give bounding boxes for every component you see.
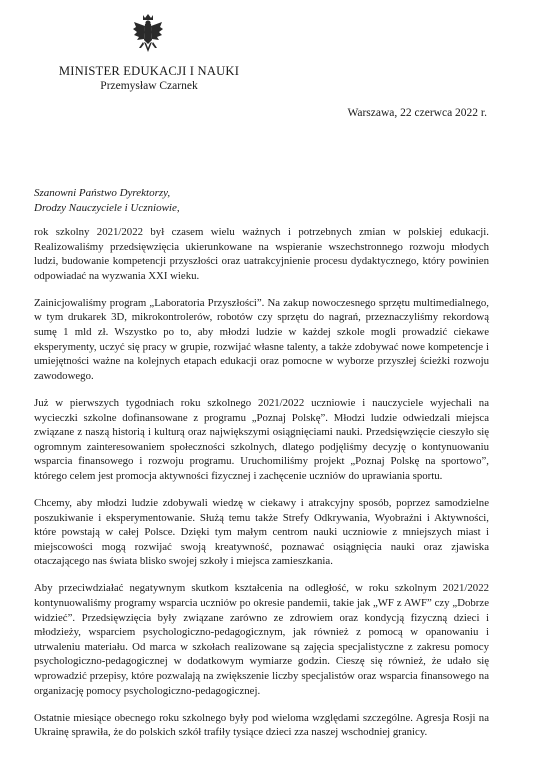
body-paragraph: Ostatnie miesiące obecnego roku szkolnego były pod wieloma względami szczególne. Agresja Rosji na Ukrainę sprawiła, że do polskich szkół trafiły tysiące dzieci zza naszej wschodniej granicy.: [34, 711, 489, 739]
body-paragraph: rok szkolny 2021/2022 był czasem wielu ważnych i potrzebnych zmian w polskiej edukacji. Realizowaliśmy przedsięwzięcia ukierunkowane na wspieranie wszechstronnego rozwoju młodych ludzi, budowanie kompetencji przyszłości oraz uatrakcyjnienie procesu dydaktycznego, który powinien odpowiadać na wyzwania XXI wieku.: [34, 226, 489, 282]
minister-name: Przemysław Czarnek: [100, 80, 198, 92]
body-paragraph: Zainicjowaliśmy program „Laboratoria Przyszłości”. Na zakup nowoczesnego sprzętu multimedialnego, w tym drukarek 3D, mikrokontrolerów, robotów czy sprzętu do nagrań, przeznaczyliśmy rekordową sumę 1 mld zł. Wszystko po to, aby młodzi ludzie w każdej szkole mogli prowadzić ciekawe eksperymenty, uczyć się pracy w grupie, rozwijać własne talenty, a także zdobywać nowe kompetencje i umiejętności ważne na kolejnych etapach edukacji oraz pomocne w wyborze przyszłej ścieżki rozwoju zawodowego.: [34, 296, 489, 382]
letter-date: Warszawa, 22 czerwca 2022 r.: [347, 107, 487, 119]
polish-eagle-emblem-icon: [131, 12, 165, 60]
salutation-line: Drodzy Nauczyciele i Uczniowie,: [34, 201, 180, 214]
salutation: [34, 186, 180, 215]
letter-body: [34, 225, 489, 752]
body-paragraph: Chcemy, aby młodzi ludzie zdobywali wiedzę w ciekawy i atrakcyjny sposób, poprzez samodzielne poszukiwanie i eksperymentowanie. Służą temu także Strefy Odkrywania, Wyobraźni i Aktywności, które powstają w całej Polsce. Dzięki tym małym centrom nauki uczniowie z mniejszych miast i miejscowości mogą rozwijać swoją kreatywność, poznawać osiągnięcia nauki oraz zjawiska otaczającego nas świata blisko swojej szkoły i miejsca zamieszkania.: [34, 497, 489, 568]
salutation-line: Szanowni Państwo Dyrektorzy,: [34, 187, 171, 199]
body-paragraph: Już w pierwszych tygodniach roku szkolnego 2021/2022 uczniowie i nauczyciele wyjechali na wycieczki szkolne dofinansowane z programu „Poznaj Polskę”. Młodzi ludzie odwiedzali miejsca związane z naszą historią i kulturą oraz największymi osiągnięciami nauki. Przedsięwzięcie cieszyło się ogromnym zainteresowaniem społeczności szkolnych, dlatego podjęliśmy decyzję o kontynuowaniu wsparcia finansowego i rozwoju programu. Uruchomiliśmy projekt „Poznaj Polskę na sportowo”, którego celem jest promocja aktywności fizycznej i zachęcenie uczniów do uprawiania sportu.: [34, 396, 489, 482]
body-paragraph: Aby przeciwdziałać negatywnym skutkom kształcenia na odległość, w roku szkolnym 2021/2022 kontynuowaliśmy programy wsparcia uczniów po okresie pandemii, takie jak „WF z AWF” czy „Dobrze widzieć”. Przedsięwzięcia były związane zarówno ze zdrowiem oraz kondycją fizyczną dzieci i młodzieży, wsparciem psychologiczno-pedagogicznym, jak również z pomocą w opanowaniu i utrwaleniu materiału. Od marca w szkołach realizowane są zajęcia specjalistyczne z zakresu pomocy psychologiczno-pedagogicznej w dodatkowym wymiarze godzin. Cieszę się również, że udało się wprowadzić przepisy, które pozwalają na zwiększenie liczby specjalistów oraz wsparcia finansowego na organizację pomocy psychologiczno-pedagogicznej.: [34, 582, 489, 697]
minister-title: MINISTER EDUKACJI I NAUKI: [58, 64, 240, 78]
